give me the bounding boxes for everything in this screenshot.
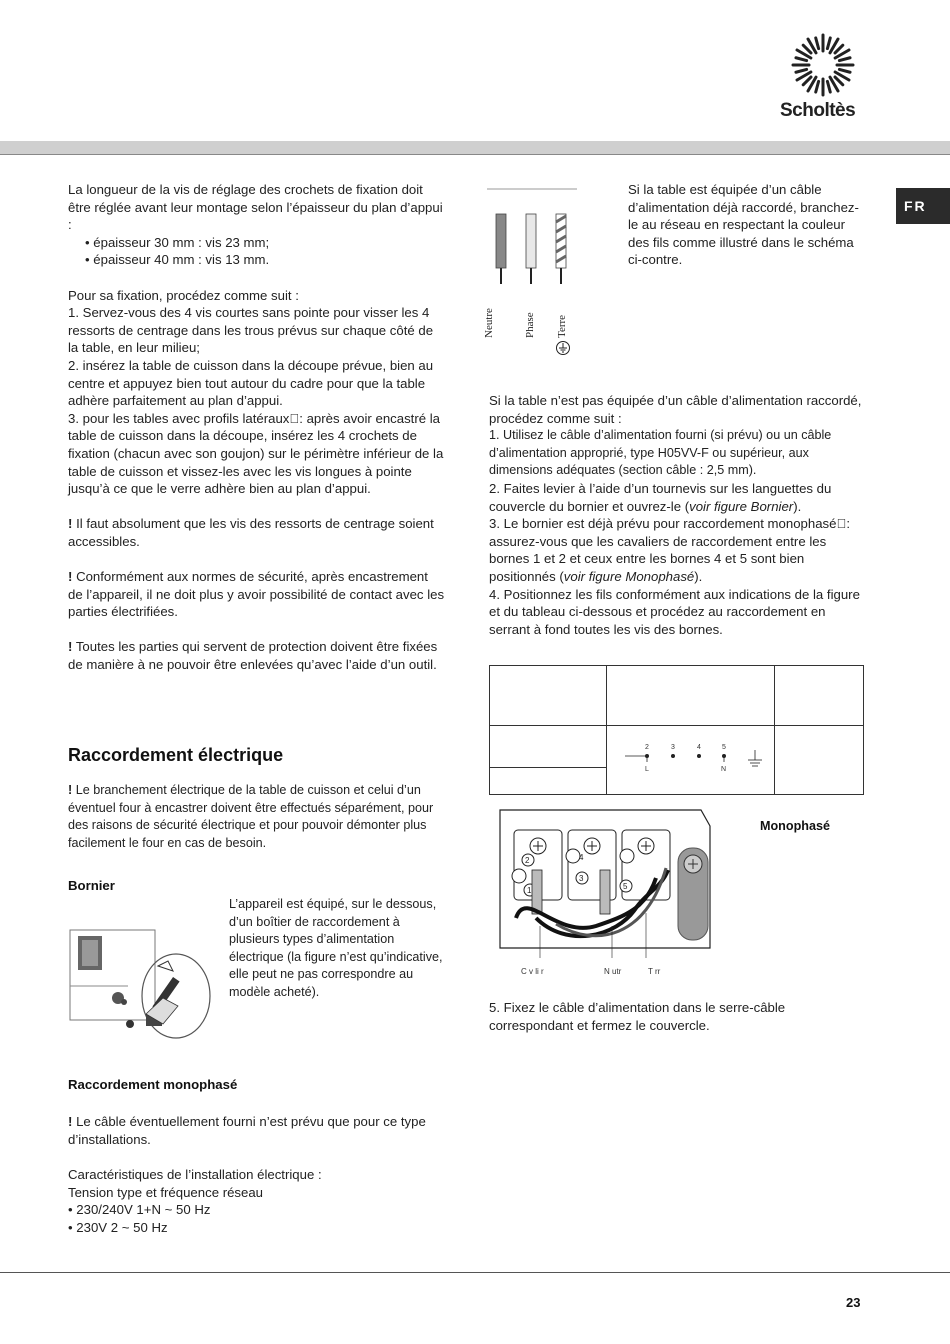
steps-intro: Si la table n’est pas équipée d’un câble d’alimentation raccordé, procédez comme suit : — [489, 393, 862, 426]
page-number: 23 — [846, 1295, 861, 1310]
header-band-rule — [0, 154, 950, 155]
terminal-number: 5 — [722, 744, 726, 751]
step-item: 4. Positionnez les fils conformément aux indications de la figure et du tableau ci-dessous et procédez au raccordement en serrant à fond toutes les vis des bornes. — [489, 586, 860, 637]
figure-reference: voir figure Monophasé — [563, 568, 695, 584]
terminal-number: 2 — [525, 856, 530, 865]
step-item: 3. Le bornier est déjà prévu pour raccordement monophasé : assurez-vous que les cavaliers de raccordement entre les bornes 1 et 2 et ceux entre les bornes 4 et 5 sont bien positionnés (voir figure Monophasé). — [489, 516, 851, 584]
monophase-label: Monophasé — [760, 819, 830, 833]
list-item: • épaisseur 30 mm : vis 23 mm; — [85, 234, 270, 250]
characteristics-line: • 230V 2 ~ 50 Hz — [68, 1219, 168, 1235]
warning-mark: ! — [68, 639, 73, 655]
brand-sun-logo-icon — [788, 30, 858, 100]
bornier-text: L’appareil est équipé, sur le dessous, d’un boîtier de raccordement à plusieurs types d’alimentation électrique (la figure n’est qu’indicative, elle peut ne pas correspondre au modèle acheté). — [229, 897, 443, 999]
warning-mark: ! — [68, 516, 73, 532]
warning-mark: ! — [68, 1114, 73, 1129]
characteristics-line: Tension type et fréquence réseau — [68, 1184, 264, 1200]
fixation-step: 3. pour les tables avec profils latéraux : après avoir encastré la table de cuisson dans la découpe, insérez les 4 crochets de fixation (chacun avec son goujon) sur le périmètre inférieur de la table de cuisson et vissez-les avec les vis longues à pointe jusqu’à ce que le verre adhère bien au plan d’appui. — [68, 410, 444, 497]
characteristics-line: • 230/240V 1+N ~ 50 Hz — [68, 1202, 211, 1218]
electrical-warning: ! Le branchement électrique de la table de cuisson et celui d’un éventuel four à encastrer doivent être effectués séparément, pour des raisons de sécurité électrique et pour pouvoir démonter plus facilement le four en cas de besoin. — [68, 783, 434, 850]
left-column — [68, 181, 446, 674]
terminal-number: 2 — [645, 744, 649, 751]
terminal-letter-l: L — [645, 766, 649, 773]
connection-table — [489, 665, 864, 795]
monophase-wiring-diagram — [496, 808, 718, 958]
diagram-label-terre: T rr — [648, 967, 661, 976]
list-item: • épaisseur 40 mm : vis 13 mm. — [85, 252, 270, 268]
step-item: 1. Utilisez le câble d’alimentation fourni (si prévu) ou un câble d’alimentation approprié, type H05VV-F ou supérieur, aux dimensions adéquates (section câble : 2,5 mm). — [489, 428, 832, 478]
mono-warning: ! Le câble éventuellement fourni n’est prévu que pour ce type d’installations. — [68, 1114, 426, 1147]
header-band — [0, 141, 950, 154]
brand-logo-text: Scholtès — [780, 100, 856, 121]
fixation-step: 1. Servez-vous des 4 vis courtes sans pointe pour visser les 4 ressorts de centrage dans les trous prévus sur chaque côté de la table, en leur milieu; — [68, 305, 434, 356]
warning-paragraph: ! Conformément aux normes de sécurité, après encastrement de l’appareil, il ne doit plus y avoir possibilité de contact avec les parties électrifiées. — [68, 569, 445, 620]
language-tab[interactable]: FR — [896, 188, 950, 224]
characteristics-line: Caractéristiques de l’installation électrique : — [68, 1167, 322, 1182]
warning-mark: ! — [68, 783, 73, 797]
terminal-scheme — [615, 740, 770, 774]
bornier-title: Bornier — [68, 878, 115, 893]
footer-rule — [0, 1272, 950, 1273]
steps-block — [489, 392, 865, 638]
terminal-number: 5 — [623, 882, 628, 891]
terminal-number: 1 — [527, 886, 532, 895]
diagram-label-cavalier: C v li r — [521, 967, 544, 976]
wire-label-neutre: Neutre — [483, 308, 495, 338]
mono-title: Raccordement monophasé — [68, 1077, 238, 1092]
wire-label-terre: Terre — [556, 314, 568, 338]
warning-paragraph: ! Toutes les parties qui servent de protection doivent être fixées de manière à ne pouvoir être enlevées qu’avec l’aide d’un outil. — [68, 639, 438, 673]
terminal-number: 3 — [579, 874, 584, 883]
terminal-number: 4 — [697, 744, 701, 751]
fixation-step: 2. insérez la table de cuisson dans la découpe prévue, bien au centre et appuyez bien tout autour du cadre pour que la table adhère parfaitement au plan d’appui. — [68, 357, 434, 409]
bornier-illustration — [68, 926, 213, 1044]
diagram-label-neutre: N utr — [604, 967, 622, 976]
fixation-intro: Pour sa fixation, procédez comme suit : — [68, 287, 299, 303]
terminal-letter-n: N — [721, 766, 727, 773]
figure-reference: voir figure Bornier — [689, 498, 794, 514]
warning-mark: ! — [68, 569, 73, 585]
wire-colors-illustration — [487, 188, 577, 288]
terminal-number: 3 — [671, 744, 675, 751]
earth-symbol-icon — [555, 340, 571, 356]
cable-text: Si la table est équipée d’un câble d’alimentation déjà raccordé, branchez-le au réseau en respectant la couleur des fils comme illustré dans le schéma ci-contre. — [628, 182, 859, 268]
step-item: 2. Faites levier à l’aide d’un tournevis sur les languettes du couvercle du bornier et ouvrez-le (voir figure Bornier). — [489, 480, 832, 514]
section-title: Raccordement électrique — [68, 745, 284, 765]
terminal-number: 4 — [579, 853, 584, 862]
warning-paragraph: ! Il faut absolument que les vis des ressorts de centrage soient accessibles. — [68, 516, 434, 549]
wire-label-phase: Phase — [524, 312, 536, 338]
installation-characteristics — [68, 1166, 446, 1236]
intro-paragraph: La longueur de la vis de réglage des crochets de fixation doit être réglée avant leur montage selon l’épaisseur du plan d’appui : — [68, 182, 443, 233]
step-five: 5. Fixez le câble d’alimentation dans le serre-câble correspondant et fermez le couvercle. — [489, 1000, 786, 1033]
